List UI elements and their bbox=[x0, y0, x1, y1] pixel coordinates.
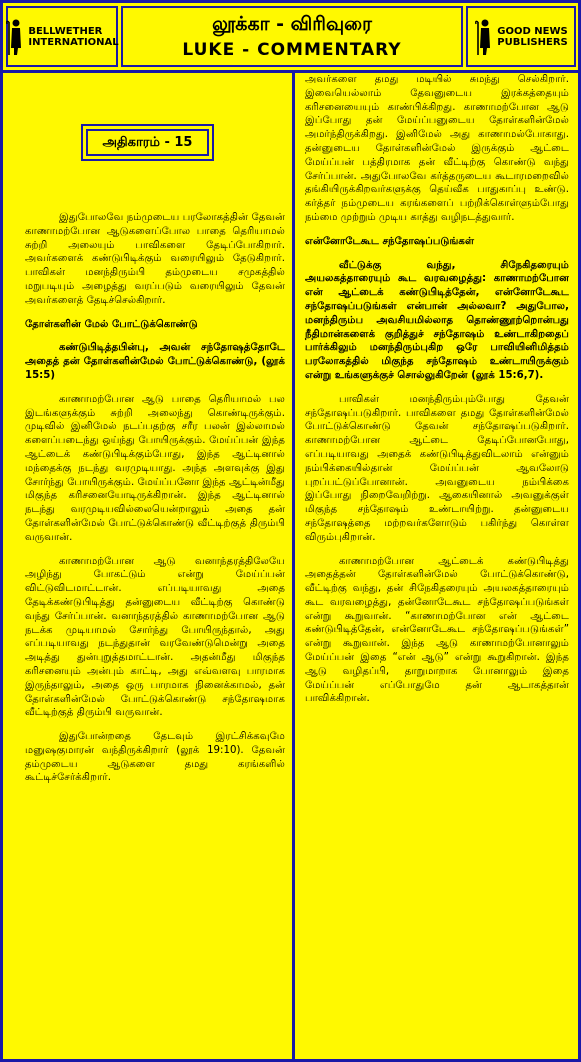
right-logo bbox=[466, 6, 576, 67]
left-logo-line2: INTERNATIONAL bbox=[28, 36, 119, 48]
left-paragraph-2: காணாமற்போன ஆடு பாதை தெரியாமல் பல இடங்களுக்கும் சுற்றி அலைந்து கொண்டிருக்கும். முடிவில் இனிமேல் நடப்பதற்கு சரீர பலன் இல்லாமல் களைப்படைந்து ஒய்ந்து போயிருக்கும். மேய்ப்பன் இந்த ஆட்டைக் கண்டுபிடிக்கும்போது, இந்த ஆட்டினால் மந்தைக்கு நடந்து வரமுடியாது. அந்த அளவுக்கு இது சோர்ந்து போயிருக்கும். மேய்ப்பனோ இந்த ஆட்டின்மீது மிகுந்த கரிசனையோடிருக்கிறான். இந்த ஆட்டினால் நடந்து வரமுடியவில்லையென்றாலும் அதை தன் தோள்களின்மேல் போட்டுக்கொண்டு வீட்டிற்குத் திரும்பி வருவான். bbox=[25, 393, 285, 543]
scripture-quote-luke-15-5: கண்டுபிடித்தபின்பு, அவன் சந்தோஷத்தோடே அதைத் தன் தோள்களின்மேல் போட்டுக்கொண்டு, (லூக் 15:5) bbox=[25, 342, 285, 381]
chapter-label: அதிகாரம் - 15 bbox=[102, 134, 193, 150]
left-column bbox=[25, 211, 285, 795]
shepherd-icon bbox=[5, 18, 25, 56]
left-paragraph-4: இதுபோன்றதை தேடவும் இரட்சிக்கவுமே மனுஷகுமாரன் வந்திருக்கிறார் (லூக் 19:10). தேவன் தம்முடைய ஆடுகளை தமது கரங்களில் கூட்டிச்சேர்க்கிறார். bbox=[25, 731, 285, 784]
right-paragraph-1: அவர்களை தமது மடியில் சுமந்து செல்கிறார். இவையெல்லாம் தேவனுடைய இரக்கத்தையும் கரிசனையையும் காண்பிக்கிறது. காணாமற்போன ஆடு இப்போது தன் மேய்ப்பனுடைய தோள்களின்மேல் அமர்ந்திருக்கிறது. இனிமேல் அது காணாமல்போகாது. தன்னுடைய தோள்களின்மேல் இருக்கும் ஆட்டை மேய்ப்பன் பத்திரமாக தன் வீட்டிற்கு கொண்டு வந்து சேர்ப்பான். அதுபோலவே கர்த்தருடைய கூடாரமறைவில் தங்கியிருக்கிறவர்களுக்கு தெய்வீக பாதுகாப்பு உண்டு. கர்த்தர் நம்முடைய கரங்களைப் பற்றிக்கொள்ளும்போது நம்மை முற்றும் முடிய காத்து வழிநடத்துவார். bbox=[305, 74, 569, 223]
right-logo-line2: PUBLISHERS bbox=[497, 36, 568, 48]
column-divider bbox=[292, 70, 295, 1059]
title-tamil: லூக்கா - விரிவுரை bbox=[212, 13, 372, 35]
right-column bbox=[305, 73, 569, 716]
chapter-box bbox=[81, 124, 214, 161]
title-box bbox=[121, 6, 463, 67]
section-heading-shoulders: தோள்களின் மேல் போட்டுக்கொண்டு bbox=[25, 318, 198, 330]
left-paragraph-1: இதுபோலவே நம்முடைய பரலோகத்தின் தேவன் காணாமற்போன ஆடுகளைப்போல பாதை தெரியாமல் சுற்றி அலையும் பாவிகளை தேடிப்போகிறார். அவர்களைக் கண்டுபிடிக்கும் வரையிலும் தேடுகிறார். பாவிகள் மனந்திரும்பி தம்முடைய சமுகத்தில் மறுபடியும் அழைத்து வரப்படும் வரையிலும் தேவன் அவர்களைத் தேடிச்செல்கிறார். bbox=[25, 212, 285, 306]
right-paragraph-3: காணாமற்போன ஆட்டைக் கண்டுபிடித்து அதைத்தன் தோள்களின்மேல் போட்டுக்கொண்டு, வீட்டிற்கு வந்து, தன் சிநேகிதரையும் அயலகத்தாரையும் கூட வரவழைத்து, தன்னோடேகூட சந்தோஷப்படுங்கள் என்று கூறுவான். “காணாமற்போன என் ஆட்டை கண்டுபிடித்தேன், என்னோடேகூட சந்தோஷப்படுங்கள்” என்று கூறுவான். இந்த ஆடு காணாமற்போனாலும் மேய்ப்பன் இதை “என் ஆடு” என்று கூறுகிறான். இந்த ஆடு வழிதப்பி, தாறுமாறாக போனாலும் இதை மேய்ப்பன் எப்போதுமே தன் ஆடாகத்தான் பாவிக்கிறான். bbox=[305, 555, 569, 705]
left-logo-line1: BELLWETHER bbox=[28, 25, 103, 37]
shepherd-icon bbox=[474, 18, 494, 56]
title-english: LUKE - COMMENTARY bbox=[182, 40, 402, 60]
page-header bbox=[3, 3, 578, 73]
right-logo-line1: GOOD NEWS bbox=[497, 25, 568, 37]
left-logo bbox=[6, 6, 118, 67]
section-heading-rejoice: என்னோடேகூட சந்தோஷப்படுங்கள் bbox=[305, 235, 475, 247]
scripture-quote-luke-15-6-7: வீட்டுக்கு வந்து, சிநேகிதரையும் அயலகத்தாரையும் கூட வரவழைத்து: காணாமற்போன என் ஆட்டைக் கண்டுபிடித்தேன், என்னோடேகூட சந்தோஷப்படுங்கள் என்பான் அல்லவா? அதுபோல, மனந்திரும்ப அவசியமில்லாத தொண்ணூற்றொன்பது நீதிமான்களைக் குறித்துச் சந்தோஷம் உண்டாகிறதைப் பார்க்கிலும் மனந்திரும்புகிற ஒரே பாவியினிமித்தம் பரலோகத்தில் மிகுந்த சந்தோஷம் உண்டாயிருக்கும் என்று உங்களுக்குச் சொல்லுகிறேன் (லூக் 15:6,7). bbox=[305, 259, 569, 381]
right-paragraph-2: பாவிகள் மனந்திரும்பும்போது தேவன் சந்தோஷப்படுகிறார். பாவிகளை தமது தோள்களின்மேல் போட்டுக்கொண்டு தேவன் சந்தோஷப்படுகிறார். காணாமற்போன ஆட்டை தேடிப்போனபோது, எப்படியாவது அதைக் கண்டுபிடித்துவிடலாம் என்னும் நம்பிக்கையில்தான் மேய்ப்பன் ஆவலோடு புறப்பட்டுப்போனான். அவனுடைய நம்பிக்கை இப்போது நிறைவேறிற்று. ஆகையினால் அவனுக்குள் மிகுந்த சந்தோஷம் உண்டாயிற்று. தன்னுடைய சந்தோஷத்தை மற்றவர்களோடும் பகிர்ந்து கொள்ள விரும்புகிறான். bbox=[305, 393, 569, 543]
left-paragraph-3: காணாமற்போன ஆடு வனாந்தரத்திலேயே அழிந்து போகட்டும் என்று மேய்ப்பன் விட்டுவிடமாட்டான். எப்படியாவது அதை தேடிக்கண்டுபிடித்து தன்னுடைய வீட்டிற்கு கொண்டு வந்து சேர்ப்பான். வனாந்தரத்தில் காணாமற்போன ஆடு நடக்க முடியாமல் சோர்ந்து போயிருந்தால், அது எப்படியாவது நடந்துதான் வரவேண்டுமென்று அதை அடித்து துன்புறுத்தமாட்டான். அதன்மீது மிகுந்த கரிசனையும் அன்பும் காட்டி, அது எவ்வளவு பாரமாக இருந்தாலும், அதை ஒரு பாரமாக நினைக்காமல், தன் தோள்களின்மேல் போட்டுக்கொண்டு சந்தோஷமாக வீட்டிற்குத் திரும்பி வருவான். bbox=[25, 555, 285, 719]
